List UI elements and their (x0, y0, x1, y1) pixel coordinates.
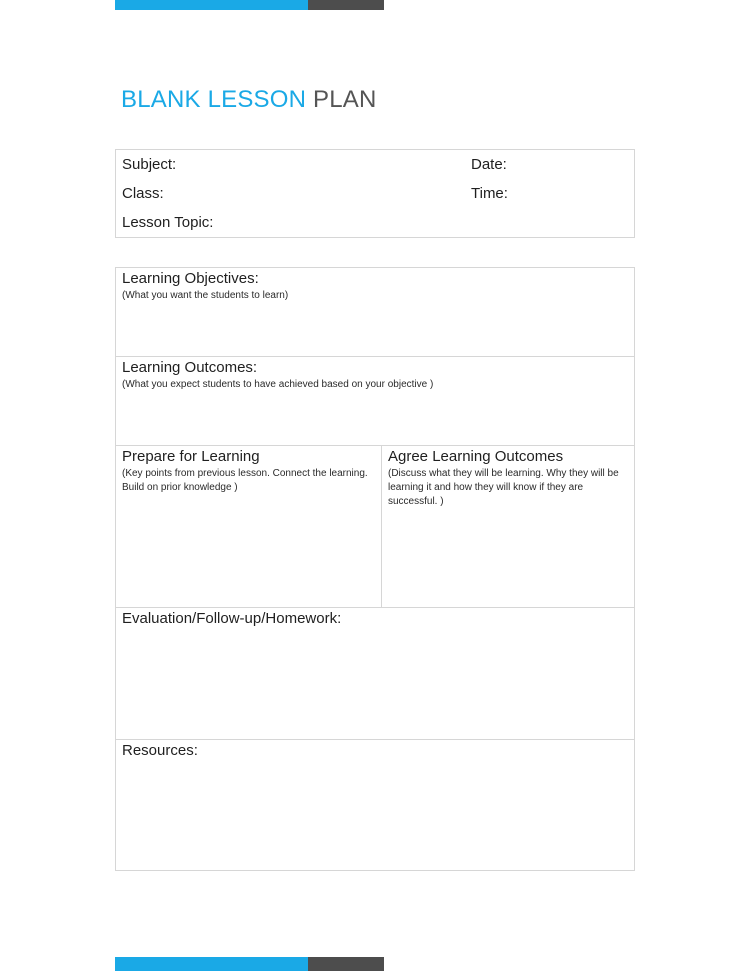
page-title-accent: BLANK LESSON (121, 86, 307, 113)
subject-label: Subject: (122, 156, 177, 173)
bottom-accent-bar-gray (308, 957, 384, 971)
learning-outcomes-note: (What you expect students to have achieved based on your objective ) (122, 379, 434, 390)
agree-learning-outcomes-heading: Agree Learning Outcomes (388, 448, 564, 465)
learning-outcomes-heading: Learning Outcomes: (122, 359, 258, 376)
section-prepare-for-learning (116, 446, 382, 607)
section-prepare-agree (116, 446, 634, 608)
agree-learning-outcomes-note: (Discuss what they will be learning. Why they will be learning it and how they will know if they are successful. ) (388, 468, 619, 507)
lesson-info-box (115, 149, 635, 238)
learning-objectives-note: (What you want the students to learn) (122, 290, 289, 301)
page-title (121, 86, 377, 114)
prepare-for-learning-note: (Key points from previous lesson. Connect the learning. Build on prior knowledge ) (122, 468, 368, 493)
learning-objectives-heading: Learning Objectives: (122, 270, 259, 287)
time-label: Time: (471, 185, 508, 202)
prepare-for-learning-heading: Prepare for Learning (122, 448, 260, 465)
class-label: Class: (122, 185, 164, 202)
top-accent-bar-gray (308, 0, 384, 10)
section-evaluation (116, 608, 634, 740)
section-agree-learning-outcomes (382, 446, 634, 607)
section-learning-objectives (116, 268, 634, 357)
section-learning-outcomes (116, 357, 634, 446)
date-label: Date: (471, 156, 507, 173)
top-accent-bar-blue (115, 0, 308, 10)
lesson-plan-grid (115, 267, 635, 871)
resources-heading: Resources: (122, 742, 198, 759)
page-title-rest: PLAN (306, 86, 377, 113)
section-resources (116, 740, 634, 870)
bottom-accent-bar (115, 957, 384, 971)
lesson-topic-label: Lesson Topic: (122, 214, 214, 231)
evaluation-heading: Evaluation/Follow-up/Homework: (122, 610, 342, 627)
top-accent-bar (115, 0, 384, 10)
bottom-accent-bar-blue (115, 957, 308, 971)
